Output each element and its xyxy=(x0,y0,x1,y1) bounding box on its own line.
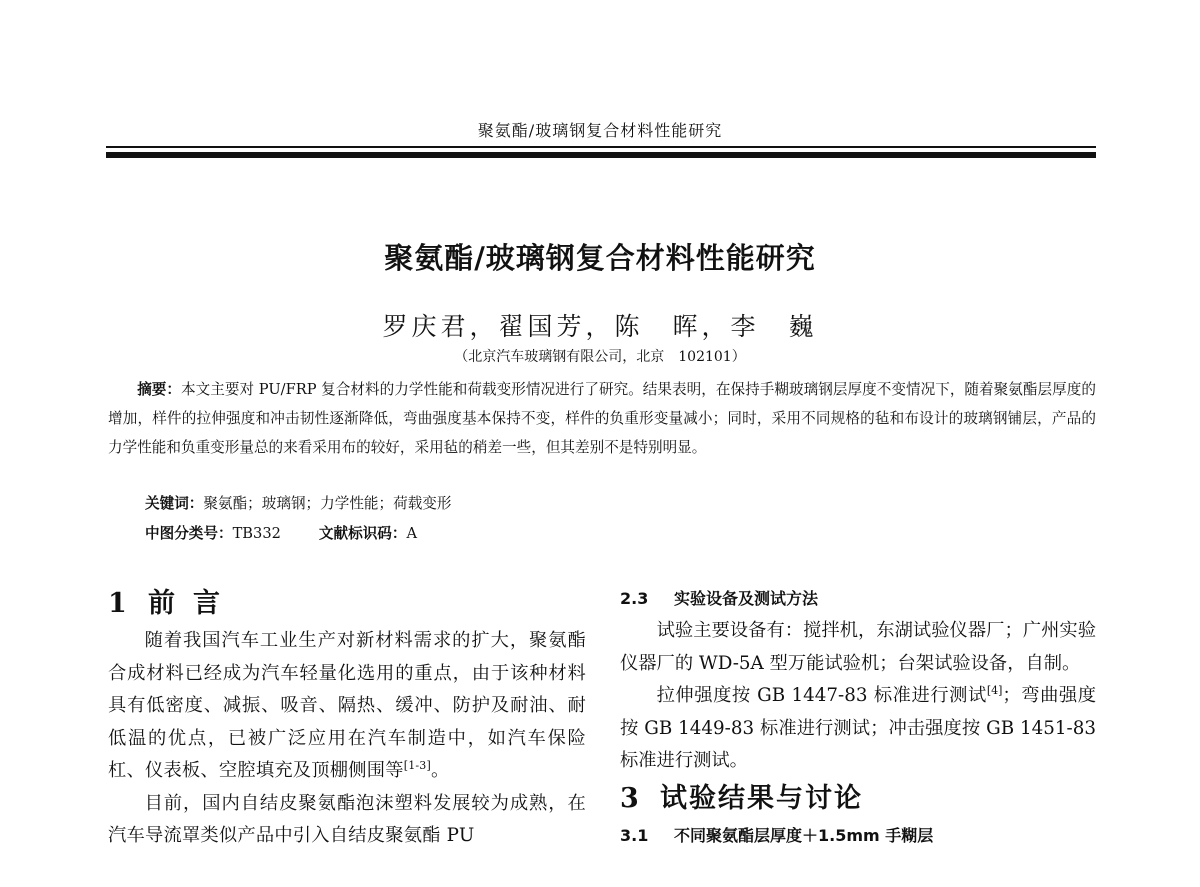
citation-1-3: [1-3] xyxy=(403,758,431,772)
paper-title: 聚氨酯/玻璃钢复合材料性能研究 xyxy=(384,241,816,275)
section-3-number: 3 xyxy=(620,782,639,814)
subsection-3-1-heading xyxy=(620,820,1096,852)
keywords-line xyxy=(145,492,452,513)
intro-paragraph-1 xyxy=(108,625,586,788)
section-1-title: 前言 xyxy=(148,588,238,619)
running-head: 聚氨酯/玻璃钢复合材料性能研究 xyxy=(477,121,723,140)
doc-code-value: A xyxy=(406,525,418,542)
section-1-heading xyxy=(108,583,586,625)
abstract-text: 本文主要对 PU/FRP 复合材料的力学性能和荷载变形情况进行了研究。结果表明，在保持手糊玻璃钢层厚度不变情况下，随着聚氨酯层厚度的增加，样件的拉伸强度和冲击韧性逐渐降低，弯曲强度基本保持不变，样件的负重形变量减小；同时，采用不同规格的毡和布设计的玻璃钢铺层，产品的力学性能和负重变形量总的来看采用布的较好，采用毡的稍差一些，但其差别不是特别明显。 xyxy=(108,381,1096,456)
subsection-3-1-title: 不同聚氨酯层厚度＋1.5mm 手糊层 xyxy=(674,825,934,845)
citation-4: [4] xyxy=(986,683,1003,697)
subsection-2-3-number: 2.3 xyxy=(620,589,649,608)
intro-paragraph-1-end: 。 xyxy=(431,760,450,781)
doc-code-label: 文献标识码： xyxy=(318,525,407,542)
keywords-text: 聚氨酯；玻璃钢；力学性能；荷载变形 xyxy=(203,495,452,512)
intro-paragraph-2: 目前，国内自结皮聚氨酯泡沫塑料发展较为成熟，在汽车导流罩类似产品中引入自结皮聚氨酯 PU xyxy=(108,792,586,846)
intro-paragraph-1-text: 随着我国汽车工业生产对新材料需求的扩大，聚氨酯合成材料已经成为汽车轻量化选用的重点，由于该种材料具有低密度、减振、吸音、隔热、缓冲、防护及耐油、耐低温的优点，已被广泛应用在汽车制造中，如汽车保险杠、仪表板、空腔填充及顶棚侧围等 xyxy=(108,630,586,781)
section-3-title: 试验结果与讨论 xyxy=(660,782,863,814)
subsection-2-3-title: 实验设备及测试方法 xyxy=(674,589,819,608)
left-column xyxy=(108,583,586,853)
class-label: 中图分类号： xyxy=(145,525,233,542)
abstract-label: 摘要： xyxy=(137,381,182,398)
test-method-text-a: 拉伸强度按 GB 1447-83 标准进行测试 xyxy=(656,685,987,706)
author-list: 罗庆君，翟国芳，陈 晖，李 巍 xyxy=(382,312,818,341)
section-1-number: 1 xyxy=(108,588,127,619)
right-column xyxy=(620,583,1096,852)
test-method-paragraph xyxy=(620,680,1096,778)
affiliation: （北京汽车玻璃钢有限公司，北京 102101） xyxy=(454,349,746,365)
keywords-label: 关键词： xyxy=(145,495,204,512)
header-rule-thin xyxy=(106,146,1096,148)
header-rule-thick xyxy=(106,152,1096,158)
equipment-paragraph: 试验主要设备有：搅拌机，东湖试验仪器厂；广州实验仪器厂的 WD-5A 型万能试验机；台架试验设备，自制。 xyxy=(620,620,1096,674)
test-method-text-b: ；弯曲强度按 GB 1449-83 标准进行测试；冲击强度按 GB 1451-83 标准进行测试。 xyxy=(620,685,1097,771)
abstract xyxy=(108,375,1096,462)
section-3-heading xyxy=(620,778,1096,820)
classification-line xyxy=(145,522,417,543)
subsection-2-3-heading xyxy=(620,583,1096,615)
subsection-3-1-number: 3.1 xyxy=(620,825,649,845)
class-value: TB332 xyxy=(232,525,281,542)
